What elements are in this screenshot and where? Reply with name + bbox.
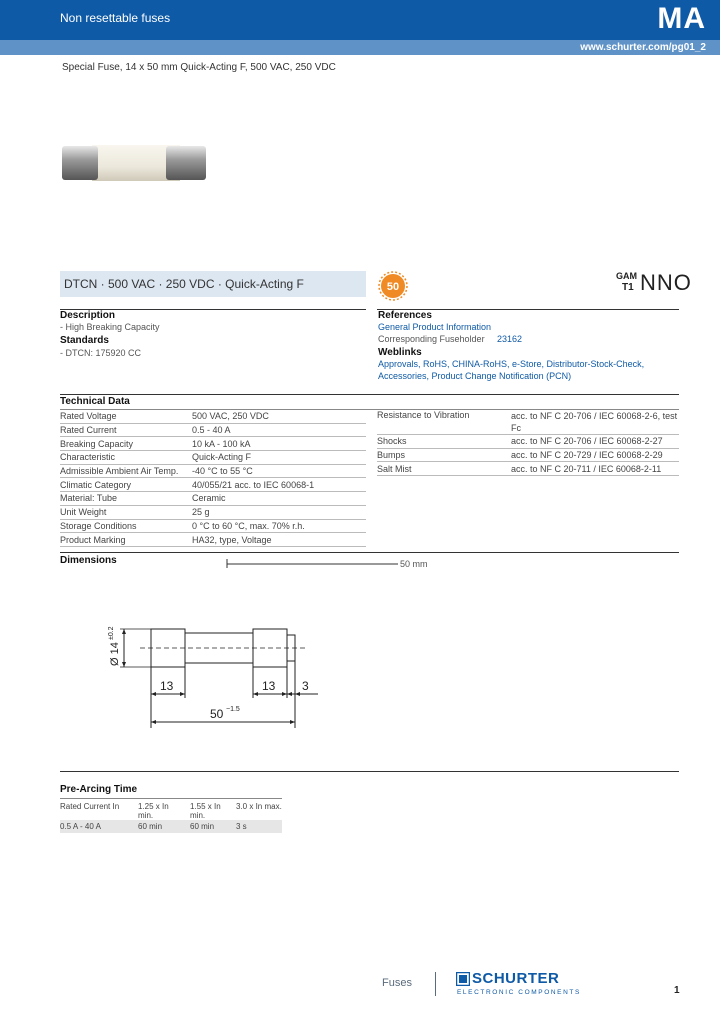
category-title: Non resettable fuses (60, 11, 171, 25)
gam-mark: GAM (616, 271, 637, 281)
tech-label: Storage Conditions (60, 519, 192, 533)
references-title: References (378, 310, 432, 321)
cell-current: 0.5 A - 40 A (60, 822, 101, 831)
description-title: Description (60, 310, 116, 321)
product-url-link[interactable]: www.schurter.com/pg01_2 (580, 42, 706, 53)
schurter-logo-icon (456, 972, 470, 986)
tech-value: 10 kA - 100 kA (192, 437, 366, 451)
scale-bar (226, 558, 446, 572)
weblinks-line-2[interactable]: Accessories, Product Change Notification (PCN) (378, 371, 572, 381)
product-line: DTCN · 500 VAC · 250 VDC · Quick-Acting F (64, 277, 304, 291)
nno-mark: NNO (640, 270, 692, 295)
cell-125: 60 min (138, 822, 163, 831)
tech-value: 25 g (192, 505, 366, 519)
divider (60, 798, 282, 799)
general-info-link[interactable]: General Product Information (378, 322, 492, 332)
header-125: 1.25 x In min. (138, 802, 169, 820)
dim-length: 50 (210, 707, 224, 721)
dim-length-tol: −1.5 (226, 706, 240, 713)
tech-data-right-table (377, 410, 679, 476)
brand-logo: SCHURTER (472, 970, 560, 987)
table-row (377, 462, 679, 476)
dim-diameter: Ø 14 (109, 642, 121, 666)
tech-data-left-table (60, 410, 366, 547)
tech-label: Characteristic (60, 451, 192, 465)
table-row (60, 492, 366, 506)
tech-label: Breaking Capacity (60, 437, 192, 451)
table-row (377, 410, 679, 435)
table-row (60, 464, 366, 478)
fuse-product-image (62, 143, 208, 183)
tech-value: acc. to NF C 20-711 / IEC 60068-2-11 (511, 462, 679, 476)
dim-pin: 3 (302, 679, 309, 693)
fuse-dimension-drawing (100, 600, 330, 730)
header-rated-current: Rated Current In (60, 802, 120, 811)
t1-mark: T1 (622, 282, 634, 293)
brand-subtitle: ELECTRONIC COMPONENTS (457, 989, 581, 996)
tech-value: HA32, type, Voltage (192, 533, 366, 547)
divider (60, 552, 679, 553)
divider (60, 394, 679, 395)
badge-label: 50 (386, 281, 400, 293)
tech-label: Climatic Category (60, 478, 192, 492)
page-number: 1 (674, 985, 680, 996)
table-row (377, 435, 679, 449)
dim-cap-right: 13 (262, 679, 276, 693)
dim-diameter-tol: ±0.2 (108, 626, 115, 640)
table-row (60, 423, 366, 437)
dimensions-title: Dimensions (60, 555, 117, 566)
tech-label: Admissible Ambient Air Temp. (60, 464, 192, 478)
tech-value: -40 °C to 55 °C (192, 464, 366, 478)
table-row (60, 437, 366, 451)
pre-arcing-table (60, 800, 282, 833)
header-30: 3.0 x In max. (236, 802, 282, 811)
dim-cap-left: 13 (160, 679, 174, 693)
tech-label: Rated Voltage (60, 410, 192, 423)
product-subtitle: Special Fuse, 14 x 50 mm Quick-Acting F, 500 VAC, 250 VDC (62, 62, 336, 73)
standards-title: Standards (60, 335, 109, 346)
cell-30: 3 s (236, 822, 247, 831)
tech-label: Material: Tube (60, 492, 192, 506)
tech-label: Product Marking (60, 533, 192, 547)
table-row (60, 451, 366, 465)
tech-label: Unit Weight (60, 505, 192, 519)
table-row (60, 410, 366, 423)
table-row (377, 448, 679, 462)
footer-separator (435, 972, 436, 996)
table-row (60, 820, 282, 833)
tech-value: 0 °C to 60 °C, max. 70% r.h. (192, 519, 366, 533)
table-row (60, 478, 366, 492)
cell-155: 60 min (190, 822, 215, 831)
tech-value: 500 VAC, 250 VDC (192, 410, 366, 423)
description-item: - High Breaking Capacity (60, 322, 160, 332)
tech-value: Ceramic (192, 492, 366, 506)
tech-label: Resistance to Vibration (377, 410, 511, 435)
table-row (60, 800, 282, 820)
fuseholder-label: Corresponding Fuseholder (378, 334, 485, 344)
scale-label: 50 mm (400, 559, 428, 569)
tech-label: Rated Current (60, 423, 192, 437)
tech-value: acc. to NF C 20-729 / IEC 60068-2-29 (511, 448, 679, 462)
pre-arcing-title: Pre-Arcing Time (60, 784, 138, 795)
tech-value: acc. to NF C 20-706 / IEC 60068-2-27 (511, 435, 679, 449)
tech-label: Shocks (377, 435, 511, 449)
table-row (60, 505, 366, 519)
tech-value: 40/055/21 acc. to IEC 60068-1 (192, 478, 366, 492)
tech-label: Bumps (377, 448, 511, 462)
table-row (60, 519, 366, 533)
header-155: 1.55 x In min. (190, 802, 221, 820)
footer-section: Fuses (382, 977, 412, 989)
series-code: MA (657, 2, 706, 35)
technical-data-title: Technical Data (60, 396, 130, 407)
divider (60, 771, 679, 772)
weblinks-line-1[interactable]: Approvals, RoHS, CHINA-RoHS, e-Store, Distributor-Stock-Check, (378, 359, 645, 369)
table-row (60, 533, 366, 547)
tech-value: acc. to NF C 20-706 / IEC 60068-2-6, test Fc (511, 411, 678, 433)
tech-value: Quick-Acting F (192, 451, 366, 465)
fuseholder-link[interactable]: 23162 (497, 334, 523, 344)
tech-label: Salt Mist (377, 462, 511, 476)
standards-item: - DTCN: 175920 CC (60, 348, 142, 358)
weblinks-title: Weblinks (378, 347, 422, 358)
tech-value: 0.5 - 40 A (192, 423, 366, 437)
approval-50-badge-icon (378, 271, 408, 301)
